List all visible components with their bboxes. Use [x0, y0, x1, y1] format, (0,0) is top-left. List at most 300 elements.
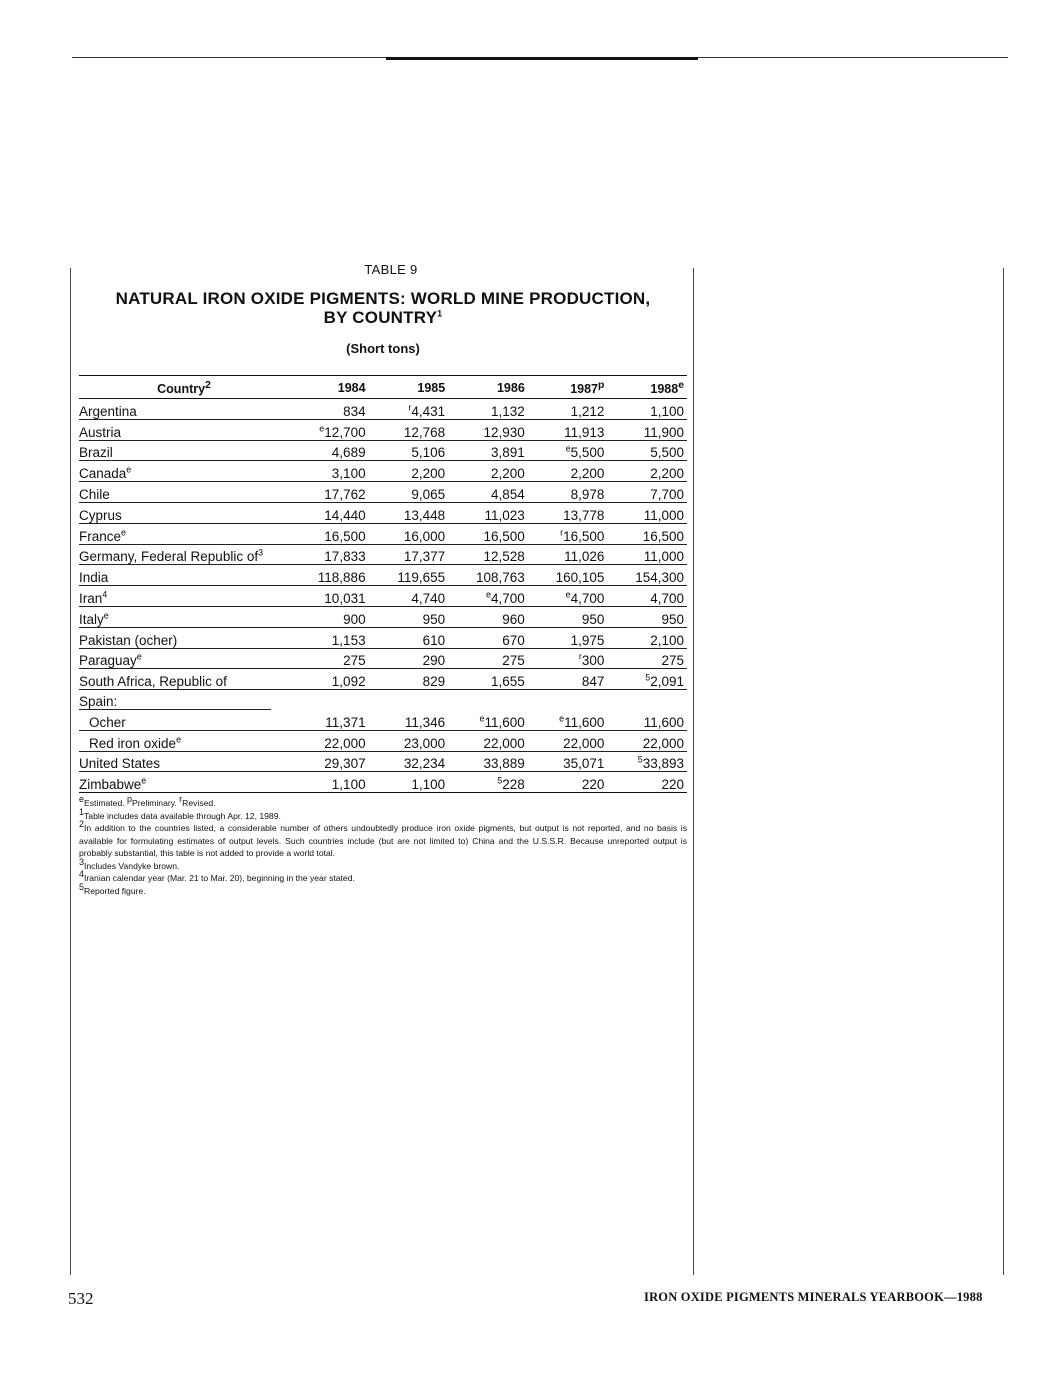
- value-cell: [528, 730, 608, 751]
- country-name: Iran: [79, 590, 103, 606]
- value-cell: [289, 606, 369, 627]
- value: 4,854: [490, 486, 525, 502]
- value: 11,000: [643, 507, 684, 523]
- footnote-mark: e: [79, 794, 85, 805]
- country-note: 3: [258, 547, 264, 558]
- value-cell: [448, 440, 528, 461]
- value: 834: [343, 403, 366, 419]
- table-block: [79, 262, 687, 897]
- value-note: e: [565, 589, 571, 600]
- value: 220: [661, 777, 684, 793]
- country-cell: [79, 461, 289, 482]
- value-cell: [607, 502, 687, 523]
- value: 16,500: [483, 528, 525, 544]
- value-cell: [369, 440, 449, 461]
- column-header-note: p: [598, 379, 605, 391]
- empty-cell: [607, 690, 687, 710]
- value: 11,913: [564, 424, 605, 440]
- value-cell: [528, 648, 608, 669]
- country-cell: [79, 523, 289, 544]
- value: 11,000: [643, 549, 684, 565]
- table-row: [79, 772, 687, 793]
- value: 11,371: [325, 714, 366, 730]
- value: 11,026: [564, 549, 605, 565]
- country-cell: [79, 690, 289, 710]
- table-row: [79, 730, 687, 751]
- value-note: e: [565, 443, 571, 454]
- value: 9,065: [411, 486, 446, 502]
- value-cell: [448, 419, 528, 440]
- value-cell: [289, 482, 369, 503]
- value-cell: [607, 710, 687, 730]
- value: 950: [661, 611, 684, 627]
- column-header: [607, 376, 687, 399]
- value-cell: [448, 627, 528, 648]
- value-note: r: [560, 527, 564, 538]
- value-cell: [369, 772, 449, 793]
- value: 1,100: [650, 403, 684, 419]
- value: 29,307: [324, 756, 366, 772]
- value: 16,500: [642, 528, 684, 544]
- country-name: India: [79, 570, 109, 586]
- country-note: e: [136, 651, 142, 662]
- table-title-line-2: BY COUNTRY$^1$: [323, 308, 443, 327]
- value-cell: [369, 461, 449, 482]
- value: 11,600: [643, 714, 684, 730]
- title-footnote-mark: 1: [437, 308, 443, 319]
- value: 118,886: [317, 570, 366, 586]
- country-cell: [79, 606, 289, 627]
- value: 35,071: [563, 756, 605, 772]
- column-header-label: Country: [157, 382, 206, 397]
- value-note: e: [319, 423, 325, 434]
- value: 1,212: [570, 403, 605, 419]
- value: 13,778: [563, 507, 605, 523]
- value: 2,200: [490, 466, 525, 482]
- value: 275: [661, 653, 684, 669]
- table-row: [79, 523, 687, 544]
- value-note: e: [485, 589, 491, 600]
- column-header: [79, 376, 289, 399]
- value-note: 5: [637, 754, 643, 765]
- footnote-mark: p: [127, 794, 133, 805]
- running-head: IRON OXIDE PIGMENTS MINERALS YEARBOOK—1988: [644, 1290, 983, 1304]
- value-cell: [448, 710, 528, 730]
- value: 13,448: [403, 507, 446, 523]
- country-cell: [79, 648, 289, 669]
- value: 5,106: [411, 445, 446, 461]
- value-cell: [369, 730, 449, 751]
- value-cell: [448, 606, 528, 627]
- value: 290: [422, 653, 446, 669]
- value-cell: [528, 751, 608, 772]
- value-cell: [528, 419, 608, 440]
- value: 670: [502, 632, 525, 648]
- value-cell: [607, 419, 687, 440]
- value: 2,200: [570, 466, 605, 482]
- table-row: [79, 606, 687, 627]
- value-cell: [607, 399, 687, 420]
- table-row: [79, 586, 687, 607]
- footnote-text: Iranian calendar year (Mar. 21 to Mar. 20), beginning in the year stated.: [84, 873, 355, 884]
- country-cell: [79, 627, 289, 648]
- country-cell: [79, 502, 289, 523]
- value-cell: [528, 399, 608, 420]
- table-row: [79, 502, 687, 523]
- value-cell: [528, 523, 608, 544]
- footnote-mark: 2: [79, 819, 85, 830]
- country-note: e: [103, 610, 109, 621]
- table-row: [79, 482, 687, 503]
- table-title-line-1: NATURAL IRON OXIDE PIGMENTS: WORLD MINE PRODUCTION,: [115, 289, 651, 308]
- value-cell: [289, 440, 369, 461]
- value: 22,000: [563, 735, 605, 751]
- value-cell: [289, 710, 369, 730]
- value: 4,700: [490, 590, 525, 606]
- value-cell: [369, 502, 449, 523]
- value-cell: [607, 606, 687, 627]
- value-cell: [528, 502, 608, 523]
- value: 4,740: [411, 590, 446, 606]
- value: 33,893: [642, 756, 684, 772]
- country-name: Italy: [79, 611, 104, 627]
- value-cell: [289, 730, 369, 751]
- value: 12,700: [324, 424, 366, 440]
- country-name: Germany, Federal Republic of: [79, 549, 259, 565]
- value: 4,700: [650, 590, 684, 606]
- footnote-mark: 5: [79, 881, 85, 892]
- table-row: [79, 461, 687, 482]
- value-cell: [369, 606, 449, 627]
- value-cell: [607, 627, 687, 648]
- country-cell: [79, 710, 289, 730]
- value-cell: [289, 627, 369, 648]
- table-body: [79, 399, 687, 793]
- value-cell: [528, 586, 608, 607]
- value-cell: [369, 586, 449, 607]
- value-cell: [289, 669, 369, 690]
- country-note: 4: [102, 589, 108, 600]
- column-header-label: 1987: [570, 382, 599, 397]
- value: 22,000: [324, 735, 366, 751]
- value-cell: [528, 772, 608, 793]
- column-header: [528, 376, 608, 399]
- footnotes: [79, 794, 687, 897]
- value-cell: [369, 399, 449, 420]
- value: 1,092: [331, 674, 366, 690]
- footnote: [79, 806, 687, 823]
- footnote-text: Estimated.: [84, 798, 128, 809]
- table-row: [79, 669, 687, 690]
- value: 22,000: [642, 735, 684, 751]
- value: 12,768: [403, 424, 446, 440]
- value-cell: [369, 627, 449, 648]
- value-cell: [448, 523, 528, 544]
- value: 2,091: [650, 674, 684, 690]
- column-rule-middle: [693, 268, 694, 1275]
- table-title: [79, 289, 687, 327]
- value-cell: [528, 565, 608, 586]
- value-cell: [607, 565, 687, 586]
- footnote: [79, 856, 687, 873]
- country-cell: [79, 669, 289, 690]
- footnote: [79, 869, 687, 885]
- table-row: [79, 751, 687, 772]
- value: 108,763: [475, 570, 525, 586]
- value: 1,132: [490, 403, 525, 419]
- value-cell: [528, 710, 608, 730]
- country-name: France: [79, 528, 122, 544]
- footnote-mark: 1: [79, 806, 85, 817]
- value: 16,000: [403, 528, 446, 544]
- value-note: e: [479, 713, 485, 724]
- value: 300: [581, 653, 605, 669]
- country-name: Pakistan (ocher): [79, 632, 178, 648]
- table-row: [79, 627, 687, 648]
- column-header: [289, 376, 369, 399]
- value: 17,377: [403, 549, 446, 565]
- value: 610: [422, 632, 446, 648]
- value-cell: [369, 482, 449, 503]
- value-cell: [448, 544, 528, 565]
- value: 160,105: [555, 570, 605, 586]
- footnote-text: Table includes data available through Apr. 12, 1989.: [84, 810, 281, 821]
- footnote-text: Reported figure.: [84, 885, 146, 896]
- value: 275: [343, 653, 366, 669]
- value-cell: [528, 627, 608, 648]
- country-note: e: [141, 775, 147, 786]
- table-row: [79, 399, 687, 420]
- country-note: e: [121, 527, 127, 538]
- country-cell: [79, 399, 289, 420]
- value-cell: [289, 544, 369, 565]
- column-header-label: 1988: [650, 382, 679, 397]
- value-cell: [448, 502, 528, 523]
- country-name: Chile: [79, 486, 110, 502]
- value: 16,500: [563, 528, 605, 544]
- country-cell: [79, 586, 289, 607]
- table-label: TABLE 9: [364, 262, 418, 277]
- column-header-label: 1984: [337, 381, 366, 395]
- country-name: Argentina: [79, 403, 137, 419]
- country-cell: [79, 751, 289, 772]
- empty-cell: [369, 690, 449, 710]
- empty-cell: [289, 690, 369, 710]
- value-cell: [289, 461, 369, 482]
- value: 1,153: [331, 632, 366, 648]
- value-cell: [528, 544, 608, 565]
- value: 220: [581, 777, 605, 793]
- footnote-mark: 4: [79, 869, 85, 880]
- country-name: Ocher: [89, 714, 126, 730]
- value-cell: [528, 461, 608, 482]
- value-cell: [448, 586, 528, 607]
- country-name: Paraguay: [79, 653, 137, 669]
- value: 14,440: [324, 507, 366, 523]
- value: 950: [422, 611, 446, 627]
- value-cell: [289, 586, 369, 607]
- table-row: [79, 544, 687, 565]
- value-cell: [369, 544, 449, 565]
- country-name: United States: [79, 756, 161, 772]
- table-row: [79, 419, 687, 440]
- value-note: 5: [645, 672, 651, 683]
- value: 2,100: [650, 632, 684, 648]
- value-cell: [448, 399, 528, 420]
- value: 5,500: [570, 445, 605, 461]
- country-cell: [79, 419, 289, 440]
- value-cell: [369, 648, 449, 669]
- table-row: [79, 710, 687, 730]
- footnote: [79, 819, 687, 860]
- country-note: e: [176, 734, 182, 745]
- column-header: [369, 376, 449, 399]
- footnote-text: Includes Vandyke brown.: [84, 860, 180, 871]
- value: 11,900: [643, 424, 684, 440]
- value-cell: [289, 419, 369, 440]
- value: 950: [581, 611, 605, 627]
- footnote: [79, 881, 687, 898]
- value: 154,300: [635, 570, 684, 586]
- value-cell: [289, 751, 369, 772]
- footnote-text: Revised.: [182, 798, 216, 809]
- value: 1,655: [490, 674, 525, 690]
- table-subtitle: (Short tons): [346, 341, 420, 356]
- page-number: 532: [68, 1289, 94, 1308]
- country-name: Zimbabwe: [79, 777, 142, 793]
- country-name: South Africa, Republic of: [79, 674, 227, 690]
- value: 11,346: [404, 714, 446, 730]
- country-name: Spain:: [79, 694, 271, 710]
- value: 16,500: [324, 528, 366, 544]
- value-cell: [448, 482, 528, 503]
- column-rule-left: [70, 268, 71, 1275]
- country-name: Red iron oxide: [89, 735, 177, 751]
- value-cell: [289, 772, 369, 793]
- country-name: Austria: [79, 424, 122, 440]
- column-header: [448, 376, 528, 399]
- value: 17,833: [324, 549, 366, 565]
- country-name: Cyprus: [79, 507, 122, 523]
- value: 960: [502, 611, 525, 627]
- value: 10,031: [324, 590, 366, 606]
- value: 2,200: [650, 466, 684, 482]
- country-cell: [79, 482, 289, 503]
- footnote-text: Preliminary.: [132, 798, 180, 809]
- value-cell: [369, 523, 449, 544]
- value: 32,234: [403, 756, 446, 772]
- country-cell: [79, 730, 289, 751]
- value-cell: [448, 461, 528, 482]
- value-cell: [607, 440, 687, 461]
- value: 11,600: [564, 714, 605, 730]
- value: 4,431: [411, 403, 446, 419]
- value-cell: [607, 751, 687, 772]
- country-cell: [79, 440, 289, 461]
- column-header-note: e: [678, 379, 684, 391]
- table-header-row: [79, 376, 687, 399]
- value-cell: [607, 772, 687, 793]
- value-cell: [607, 586, 687, 607]
- value-cell: [607, 461, 687, 482]
- value-cell: [448, 648, 528, 669]
- value: 2,200: [411, 466, 446, 482]
- value-cell: [607, 730, 687, 751]
- value-cell: [607, 648, 687, 669]
- value: 4,700: [570, 590, 605, 606]
- value: 12,528: [483, 549, 525, 565]
- empty-cell: [448, 690, 528, 710]
- value-cell: [448, 772, 528, 793]
- country-cell: [79, 565, 289, 586]
- value-cell: [289, 502, 369, 523]
- value-cell: [369, 669, 449, 690]
- value: 8,978: [570, 486, 605, 502]
- production-table: [79, 375, 687, 793]
- value-note: 5: [497, 775, 503, 786]
- value: 3,891: [490, 445, 525, 461]
- footnote-mark: 3: [79, 856, 85, 867]
- value: 5,500: [650, 445, 684, 461]
- column-header-note: 2: [205, 379, 211, 391]
- value: 11,600: [484, 714, 525, 730]
- value: 11,023: [484, 507, 525, 523]
- value-note: r: [408, 402, 412, 413]
- country-cell: [79, 544, 289, 565]
- value: 275: [502, 653, 525, 669]
- value: 228: [502, 777, 525, 793]
- top-rule-accent: [386, 57, 698, 60]
- country-note: e: [126, 464, 132, 475]
- value-cell: [528, 606, 608, 627]
- value: 900: [343, 611, 366, 627]
- value-cell: [289, 523, 369, 544]
- value-note: r: [578, 651, 582, 662]
- value-cell: [369, 710, 449, 730]
- value-cell: [448, 751, 528, 772]
- value: 1,100: [411, 777, 446, 793]
- value: 119,655: [397, 570, 446, 586]
- value: 847: [581, 674, 605, 690]
- footnote: [79, 794, 687, 810]
- value-cell: [448, 730, 528, 751]
- country-cell: [79, 772, 289, 793]
- value-cell: [369, 565, 449, 586]
- column-header-label: 1986: [496, 381, 525, 395]
- value: 33,889: [483, 756, 525, 772]
- country-name: Brazil: [79, 445, 113, 461]
- value-cell: [528, 440, 608, 461]
- value-cell: [528, 482, 608, 503]
- value: 7,700: [650, 486, 684, 502]
- value-cell: [607, 482, 687, 503]
- value: 3,100: [331, 466, 366, 482]
- country-name: Canada: [79, 466, 127, 482]
- empty-cell: [528, 690, 608, 710]
- table-row: [79, 565, 687, 586]
- value: 1,100: [331, 777, 366, 793]
- value-cell: [289, 648, 369, 669]
- value-cell: [607, 669, 687, 690]
- value-cell: [607, 544, 687, 565]
- value-cell: [607, 523, 687, 544]
- table-row: [79, 648, 687, 669]
- value-cell: [289, 565, 369, 586]
- value-cell: [448, 565, 528, 586]
- column-header-label: 1985: [417, 381, 446, 395]
- value: 1,975: [570, 632, 605, 648]
- value-cell: [448, 669, 528, 690]
